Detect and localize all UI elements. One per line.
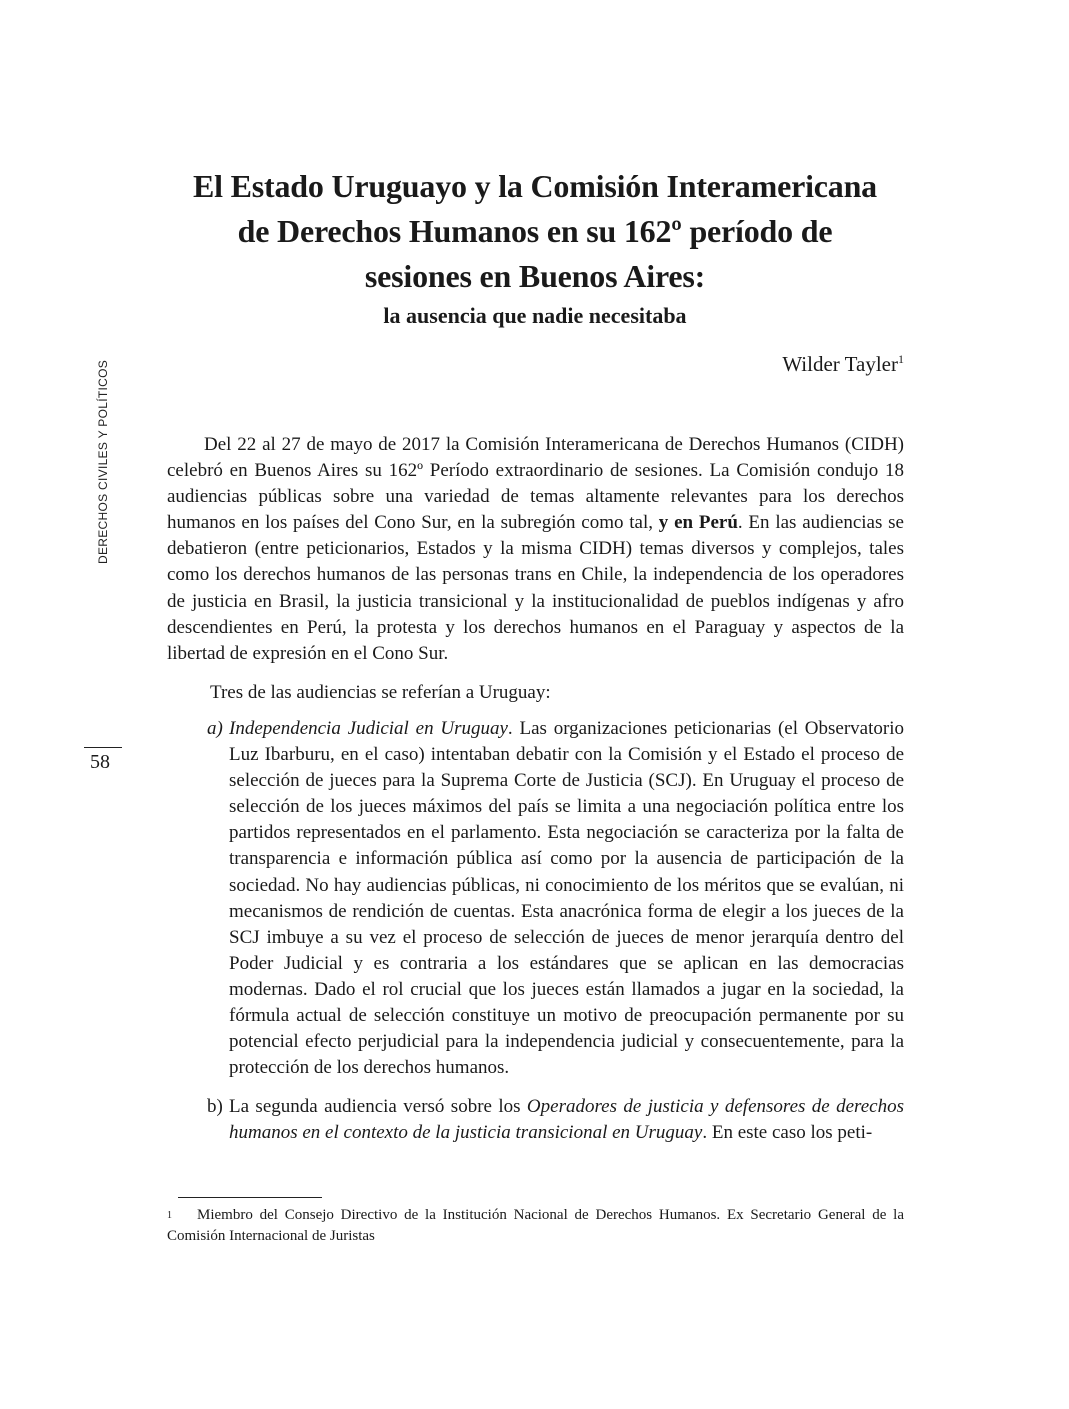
list-item — [167, 1094, 904, 1146]
article-title-line-1: El Estado Uruguayo y la Comisión Interamericana — [193, 168, 877, 204]
paragraph-intro-part-2: . En las audiencias se debatieron (entre peticionarios, Estados y la misma CIDH) temas diversos y complejos, tales como los derechos humanos de las personas trans en Chile, la independencia de los operadores de justicia en Brasil, la justicia transicional y la institucionalidad de pueblos indígenas y afro descendientes en Perú, la protesta y los derechos humanos en el Paraguay y aspectos de la libertad de expresión en el Cono Sur. — [167, 512, 904, 664]
item-b-text-after: . En este caso los peti- — [702, 1122, 873, 1144]
author-name: Wilder Tayler — [782, 352, 898, 376]
section-label: DERECHOS CIVILES Y POLÍTICOS — [96, 359, 110, 564]
page-number: 58 — [90, 751, 110, 773]
article-subtitle: la ausencia que nadie necesitaba — [383, 303, 687, 328]
author-byline — [782, 352, 904, 377]
hearings-list — [167, 716, 904, 1147]
article-title-line-3: sesiones en Buenos Aires: — [364, 258, 706, 294]
paragraph-intro-bold: y en Perú — [658, 512, 738, 534]
footnote — [167, 1205, 904, 1247]
footnote-text: Miembro del Consejo Directivo de la Institución Nacional de Derechos Humanos. Ex Secretario General de la Comisión Internacional de Juristas — [167, 1207, 904, 1244]
list-item — [167, 716, 904, 1081]
item-a-title: Independencia Judicial en Uruguay — [229, 717, 508, 739]
item-b-title: Operadores de justicia y defensores de derechos humanos en el contexto de la justicia transicional en Uruguay — [229, 1096, 905, 1144]
paragraph-intro-part-1: Del 22 al 27 de mayo de 2017 la Comisión Interamericana de Derechos Humanos (CIDH) celebró en Buenos Aires su 162º Período extraordinario de sesiones. La Comisión condujo 18 audiencias públicas sobre una variedad de temas altamente relevantes para los derechos humanos en los países del Cono Sur, en la subregión como tal, — [167, 434, 904, 534]
article-body — [167, 432, 904, 1159]
author-footnote-mark: 1 — [898, 352, 904, 366]
paragraph-intro — [167, 432, 904, 667]
item-a-text: . Las organizaciones peticionarias (el Observatorio Luz Ibarburu, en el caso) intentaban debatir con la Comisión y el Estado el proceso de selección de jueces para la Suprema Corte de Justicia (SCJ). En Uruguay el proceso de selección de los jueces máximos del país se limita a una negociación política entre los partidos representados en el parlamento. Esta negociación se caracteriza por la falta de transparencia e información pública así como por la ausencia de participación de la sociedad. No hay audiencias públicas, ni conocimiento de los méritos que se evalúan, ni mecanismos de rendición de cuentas. Esta anacrónica forma de elegir a los jueces de la SCJ imbuye a su vez el proceso de selección de jueces de menor jerarquía dentro del Poder Judicial y es contraria a los estándares que se aplican en las democracias modernas. Dado el rol crucial que los jueces están llamados a jugar en la sociedad, la fórmula actual de selección constituye un motivo de preocupación permanente por su potencial efecto perjudicial para la independencia judicial y consecuentemente, para la protección de los derechos humanos. — [229, 717, 904, 1079]
footnote-mark: 1 — [167, 1210, 172, 1221]
article-title-block — [120, 164, 950, 331]
article-title-line-2: de Derechos Humanos en su 162º período de — [237, 213, 833, 249]
page-number-rule — [84, 747, 122, 748]
paragraph-hearings-intro: Tres de las audiencias se referían a Uruguay: — [210, 681, 551, 703]
footnote-rule — [178, 1197, 322, 1198]
list-marker-a: a) — [207, 717, 223, 739]
item-b-text-before: La segunda audiencia versó sobre los — [229, 1096, 527, 1118]
list-marker-b: b) — [207, 1096, 223, 1118]
